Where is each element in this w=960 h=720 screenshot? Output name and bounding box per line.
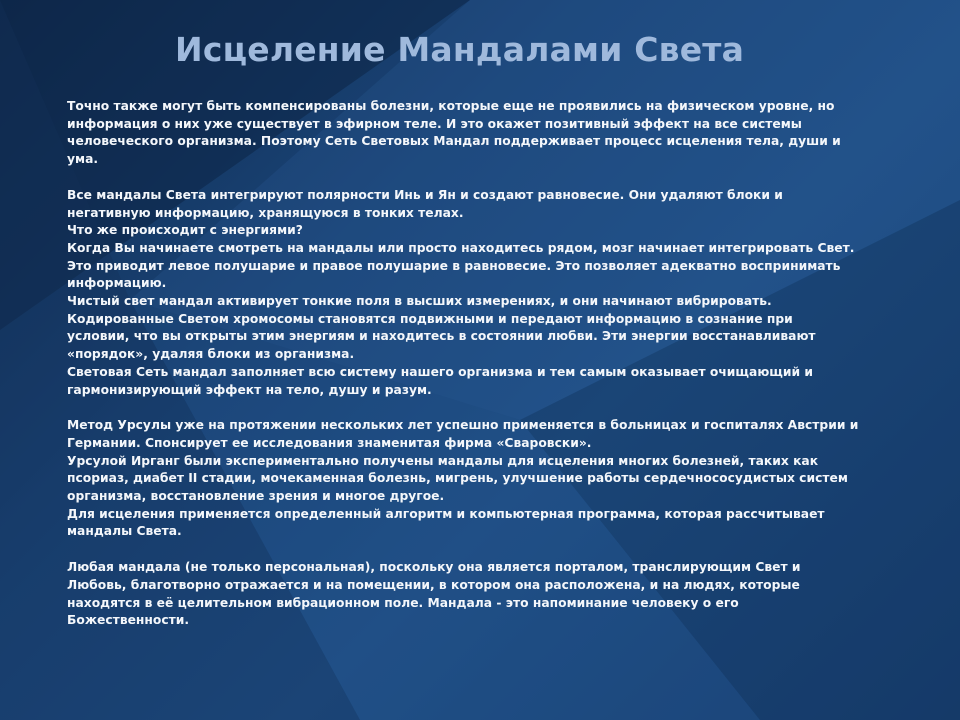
text-line: находятся в её целительном вибрационном поле. Мандала - это напоминание человеку о его [67,595,739,610]
text-line: Божественности. [67,613,190,628]
text-line: Метод Урсулы уже на протяжении нескольких лет успешно применяется в больницах и госпиталях Австрии и [67,418,859,433]
text-line: Все мандалы Света интегрируют полярности Инь и Ян и создают равновесие. Они удаляют блоки и [67,187,783,202]
text-line: негативную информацию, хранящуюся в тонких телах. [67,205,464,220]
text-line: Когда Вы начинаете смотреть на мандалы или просто находитесь рядом, мозг начинает интегрировать Свет. [67,240,855,255]
text-line: Это приводит левое полушарие и правое полушарие в равновесие. Это позволяет адекватно воспринимать [67,258,841,273]
text-line: человеческого организма. Поэтому Сеть Световых Мандал поддерживает процесс исцеления тела, души и [67,134,841,149]
text-line: Чистый свет мандал активирует тонкие поля в высших измерениях, и они начинают вибрировать. [67,294,772,309]
paragraph-3 [67,417,897,541]
text-line: гармонизирующий эффект на тело, душу и разум. [67,382,432,397]
text-line: Германии. Спонсирует ее исследования знаменитая фирма «Сваровски». [67,435,592,450]
text-line: Для исцеления применяется определенный алгоритм и компьютерная программа, которая рассчитывает [67,506,825,521]
text-line: условии, что вы открыты этим энергиям и находитесь в состоянии любви. Эти энергии восстанавливают [67,329,816,344]
paragraph-4 [67,559,897,630]
text-line: Точно также могут быть компенсированы болезни, которые еще не проявились на физическом уровне, но [67,99,835,113]
text-line: организма, восстановление зрения и многое другое. [67,489,445,504]
paragraph-1 [67,98,897,169]
text-line: информация о них уже существует в эфирном теле. И это окажет позитивный эффект на все системы [67,116,802,131]
slide-body [67,98,897,648]
text-line: мандалы Света. [67,524,182,539]
text-line: Что же происходит с энергиями? [67,223,303,238]
slide-title: Исцеление Мандалами Света [175,30,745,69]
text-line: Любовь, благотворно отражается и на помещении, в котором она расположена, и на людях, которые [67,577,800,592]
text-line: Любая мандала (не только персональная), поскольку она является порталом, транслирующим Свет и [67,560,801,575]
text-line: Кодированные Светом хромосомы становятся подвижными и передают информацию в сознание при [67,311,793,326]
paragraph-2 [67,187,897,399]
text-line: информацию. [67,276,167,291]
text-line: Световая Сеть мандал заполняет всю систему нашего организма и тем самым оказывает очищающий и [67,364,813,379]
text-line: ума. [67,152,99,167]
text-line: «порядок», удаляя блоки из организма. [67,347,355,362]
text-line: Урсулой Ирганг были экспериментально получены мандалы для исцеления многих болезней, таких как [67,453,819,468]
text-line: псориаз, диабет II стадии, мочекаменная болезнь, мигрень, улучшение работы сердечнососудистых систем [67,471,848,486]
